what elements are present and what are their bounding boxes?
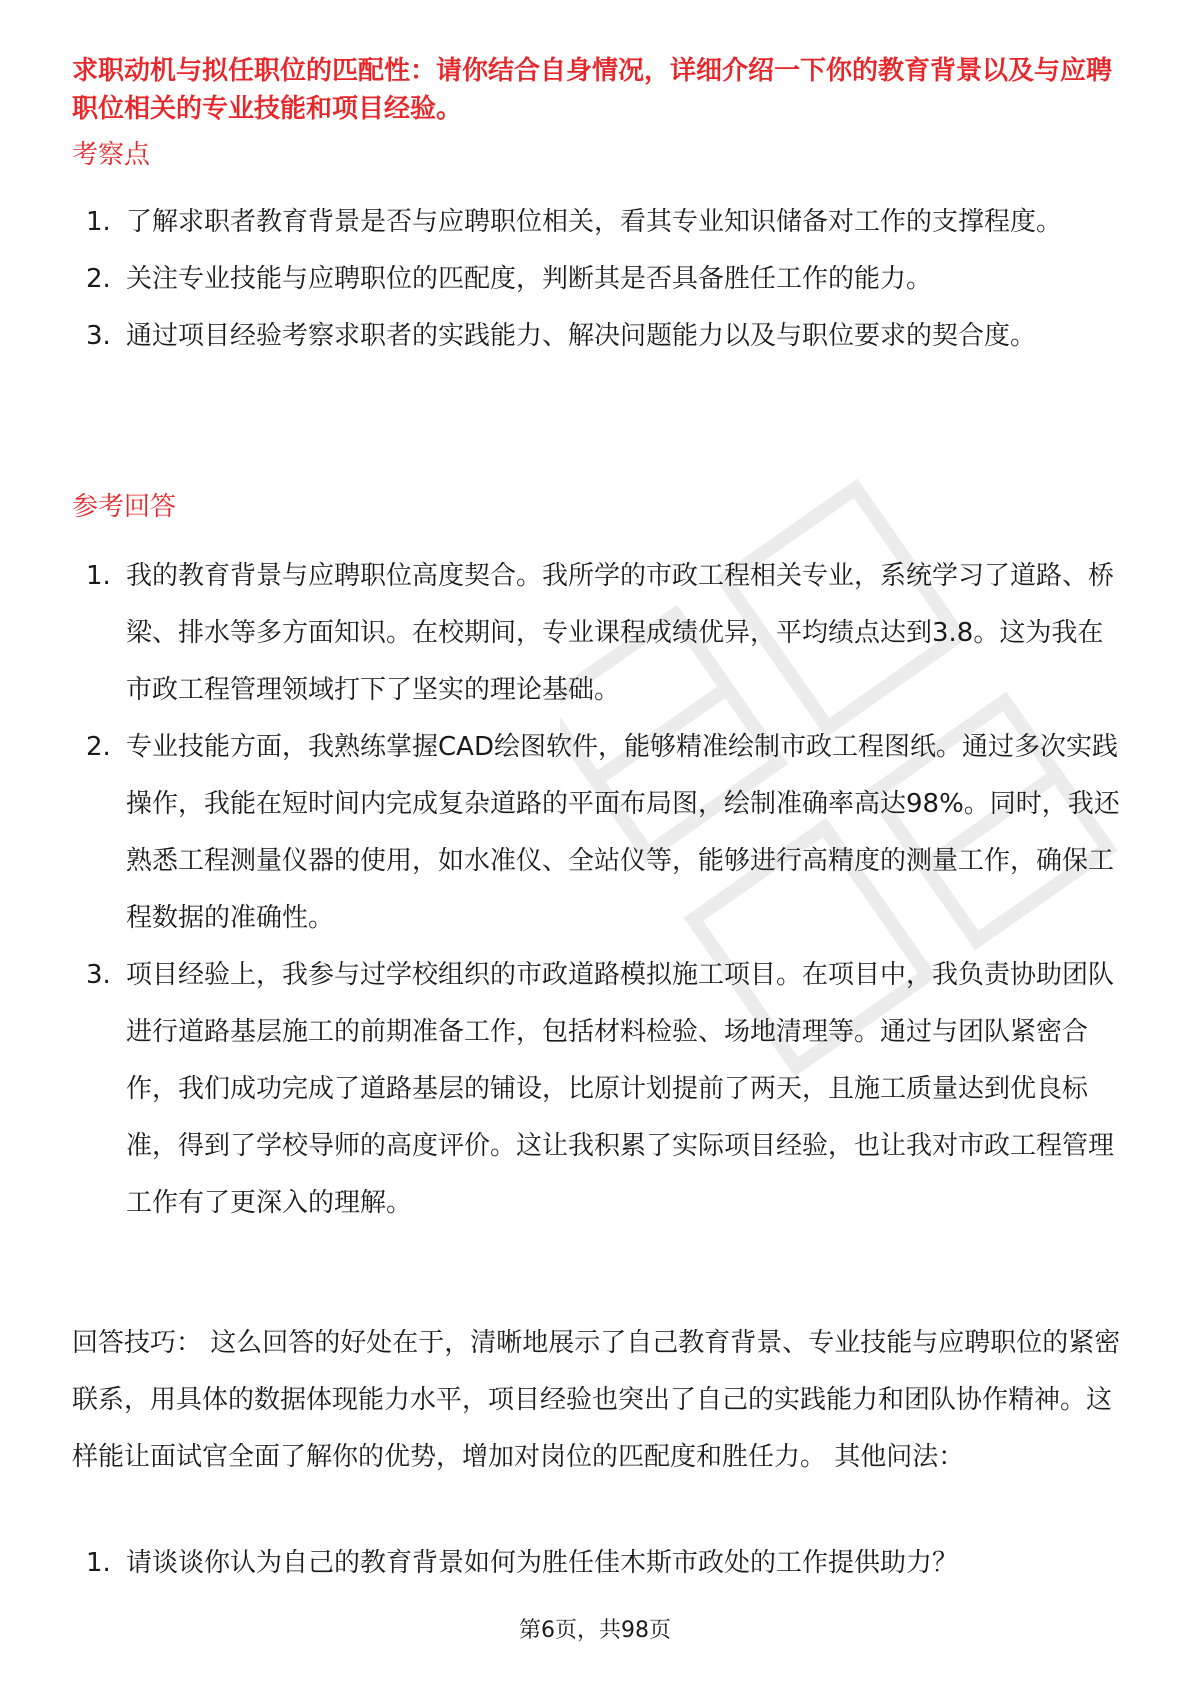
list-item-text: 了解求职者教育背景是否与应聘职位相关，看其专业知识储备对工作的支撑程度。 — [126, 207, 1063, 237]
list-item-text: 请谈谈你认为自己的教育背景如何为胜任佳木斯市政处的工作提供助力？ — [126, 1548, 959, 1578]
section-heading-reference-answer: 参考回答 — [72, 492, 177, 522]
list-number: 3. — [86, 960, 111, 990]
list-item — [72, 194, 1122, 251]
list-item-text: 我的教育背景与应聘职位高度契合。我所学的市政工程相关专业，系统学习了道路、桥梁、排水等多方面知识。在校期间，专业课程成绩优异，平均绩点达到3.8。这为我在市政工程管理领域打下了坚实的理论基础。 — [126, 561, 1115, 705]
list-item-text: 关注专业技能与应聘职位的匹配度，判断其是否具备胜任工作的能力。 — [126, 264, 933, 294]
list-item-text: 专业技能方面，我熟练掌握CAD绘图软件，能够精准绘制市政工程图纸。通过多次实践操作，我能在短时间内完成复杂道路的平面布局图，绘制准确率高达98%。同时，我还熟悉工程测量仪器的使用，如水准仪、全站仪等，能够进行高精度的测量工作，确保工程数据的准确性。 — [126, 732, 1120, 933]
list-number: 2. — [86, 732, 111, 762]
question-title: 求职动机与拟任职位的匹配性：请你结合自身情况，详细介绍一下你的教育背景以及与应聘职位相关的专业技能和项目经验。 — [72, 56, 1113, 124]
list-item — [72, 1535, 1122, 1592]
list-item — [72, 308, 1122, 365]
list-item — [72, 548, 1122, 719]
list-number: 3. — [86, 321, 111, 351]
list-item-text: 通过项目经验考察求职者的实践能力、解决问题能力以及与职位要求的契合度。 — [126, 321, 1037, 351]
answer-tips: 回答技巧： 这么回答的好处在于，清晰地展示了自己教育背景、专业技能与应聘职位的紧密联系，用具体的数据体现能力水平，项目经验也突出了自己的实践能力和团队协作精神。这样能让面试官全面了解你的优势，增加对岗位的匹配度和胜任力。 其他问法： — [72, 1328, 1121, 1472]
list-number: 1. — [86, 1548, 111, 1578]
list-item-text: 项目经验上，我参与过学校组织的市政道路模拟施工项目。在项目中，我负责协助团队进行道路基层施工的前期准备工作，包括材料检验、场地清理等。通过与团队紧密合作，我们成功完成了道路基层的铺设，比原计划提前了两天，且施工质量达到优良标准，得到了学校导师的高度评价。这让我积累了实际项目经验，也让我对市政工程管理工作有了更深入的理解。 — [126, 960, 1115, 1218]
list-item — [72, 719, 1122, 947]
other-questions-list — [72, 1535, 1122, 1592]
section-heading-considerations: 考察点 — [72, 140, 151, 170]
page-footer: 第6页，共98页 — [519, 1618, 671, 1643]
list-number: 1. — [86, 207, 111, 237]
list-item — [72, 947, 1122, 1232]
reference-answer-list — [72, 548, 1122, 1232]
list-item — [72, 251, 1122, 308]
list-number: 1. — [86, 561, 111, 591]
considerations-list — [72, 194, 1122, 365]
list-number: 2. — [86, 264, 111, 294]
